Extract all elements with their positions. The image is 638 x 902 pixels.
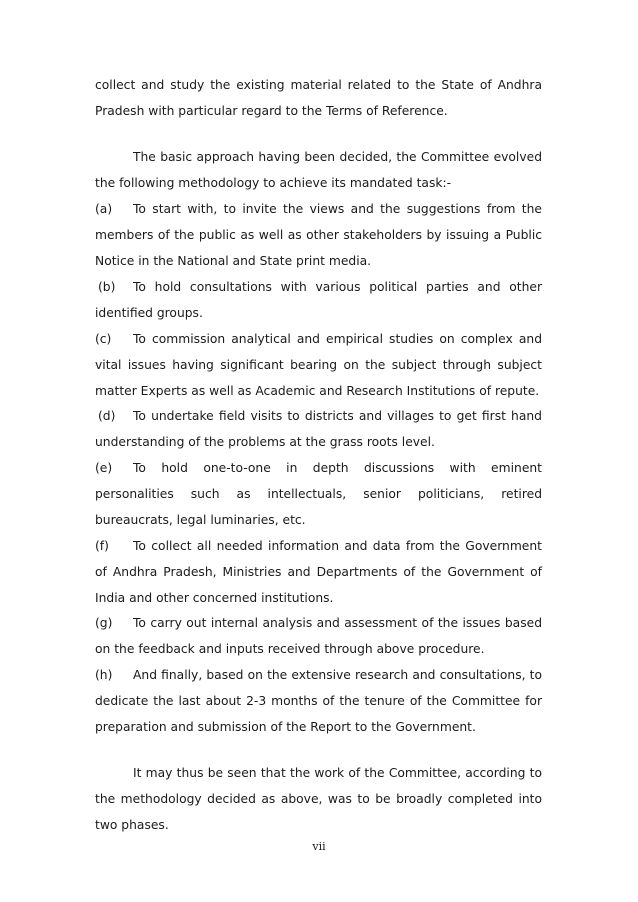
- item-label: (g): [95, 616, 113, 630]
- item-label: (e): [95, 461, 113, 475]
- paragraph-approach: The basic approach having been decided, the Committee evolved the following methodology to achieve its mandated task:-: [95, 150, 542, 190]
- item-text: And finally, based on the extensive research and consultations, to dedicate the last about 2-3 months of the tenure of the Committee for preparation and submission of the Report to the Government.: [95, 668, 542, 734]
- item-label: (c): [95, 332, 112, 346]
- item-text: To hold one-to-one in depth discussions with eminent personalities such as intellectuals, senior politicians, retired bureaucrats, legal luminaries, etc.: [95, 461, 542, 527]
- item-label: (f): [95, 539, 109, 553]
- item-text: To commission analytical and empirical studies on complex and vital issues having significant bearing on the subject through subject matter Experts as well as Academic and Research Institutions of repute.: [95, 332, 542, 398]
- list-item-a: [95, 196, 542, 274]
- list-item-g: [95, 610, 542, 662]
- list-item-d: [95, 403, 542, 455]
- paragraph-intro: collect and study the existing material related to the State of Andhra Pradesh with particular regard to the Terms of Reference.: [95, 78, 542, 118]
- item-label: (a): [95, 202, 113, 216]
- item-label: (b): [98, 280, 116, 294]
- list-item-b: [95, 274, 542, 326]
- list-item-e: [95, 455, 542, 533]
- item-label: (d): [98, 409, 116, 423]
- item-text: To carry out internal analysis and assessment of the issues based on the feedback and inputs received through above procedure.: [95, 616, 542, 656]
- item-text: To collect all needed information and data from the Government of Andhra Pradesh, Ministries and Departments of the Government of India and other concerned institutions.: [95, 539, 542, 605]
- paragraph-conclusion: It may thus be seen that the work of the Committee, according to the methodology decided as above, was to be broadly completed into two phases.: [95, 766, 542, 832]
- page-number: vii: [312, 840, 326, 853]
- item-label: (h): [95, 668, 113, 682]
- list-item-f: [95, 533, 542, 611]
- item-text: To start with, to invite the views and the suggestions from the members of the public as well as other stakeholders by issuing a Public Notice in the National and State print media.: [95, 202, 542, 268]
- item-text: To hold consultations with various political parties and other identified groups.: [95, 280, 542, 320]
- list-item-h: [95, 662, 542, 740]
- list-item-c: [95, 326, 542, 404]
- item-text: To undertake field visits to districts and villages to get first hand understanding of the problems at the grass roots level.: [95, 409, 542, 449]
